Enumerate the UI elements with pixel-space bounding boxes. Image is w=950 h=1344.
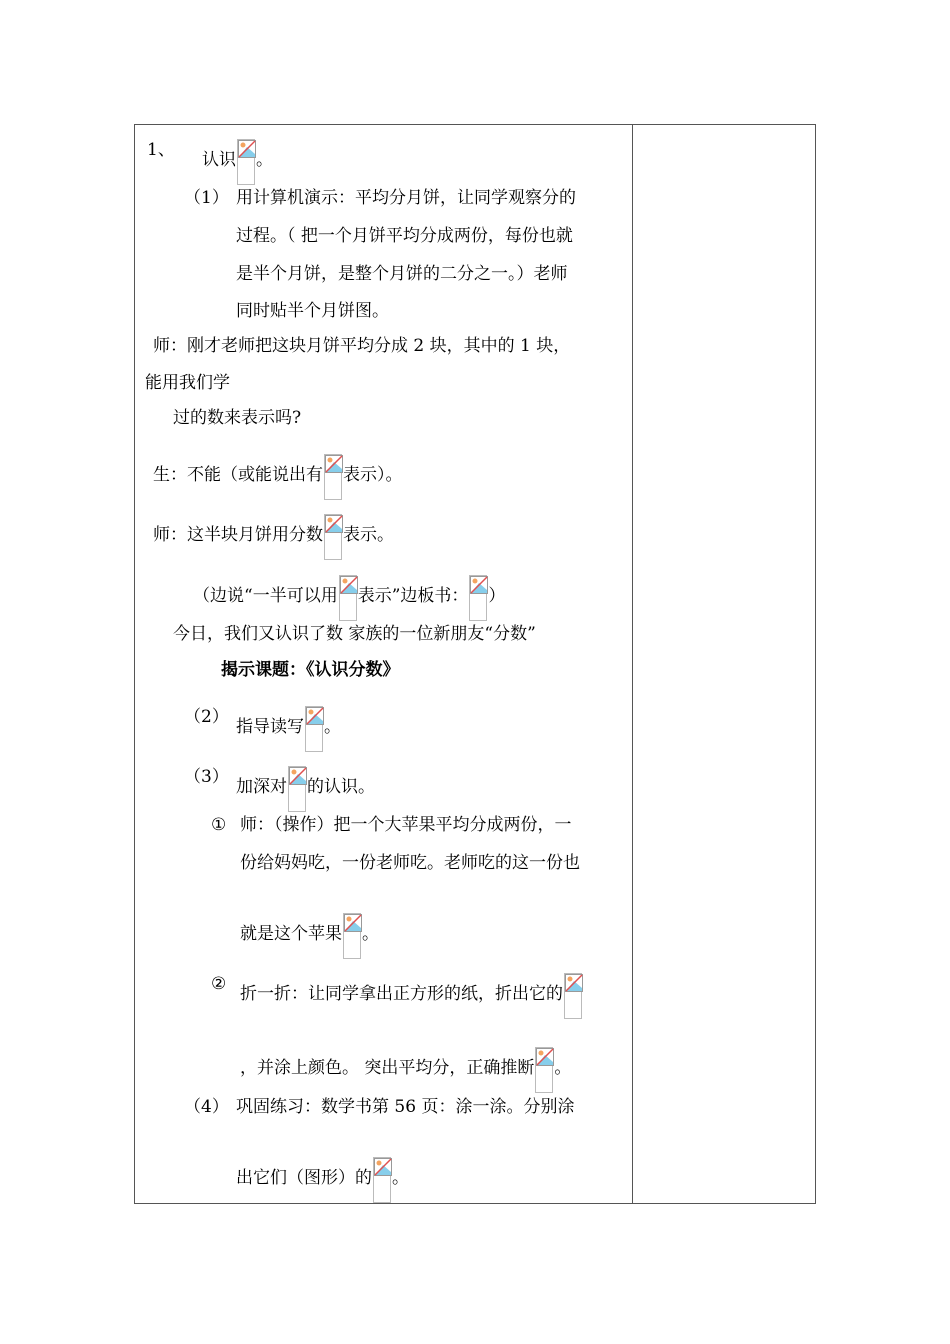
circle-2-a: 折一折：让同学拿出正方形的纸，折出它的: [240, 984, 563, 1004]
step-3-line: [236, 766, 375, 812]
fraction-image-icon: [343, 913, 361, 959]
fraction-image-icon: [469, 575, 487, 621]
fraction-image-icon: [324, 454, 342, 500]
step-2-line: [236, 706, 341, 752]
step-3-b: 的认识。: [307, 777, 375, 797]
step-4-line-b: [236, 1157, 409, 1203]
step-4-b: 出它们（图形）的: [236, 1168, 372, 1188]
circle-1-number: ①: [211, 815, 227, 835]
circle-2-end: 。: [554, 1058, 572, 1078]
fraction-image-icon: [324, 514, 342, 560]
teacher-statement-a: 师：这半块月饼用分数: [153, 525, 323, 545]
item-1-end: 。: [256, 150, 273, 170]
step-4-number: （4）: [184, 1097, 229, 1117]
lesson-topic: 揭示课题：《认识分数》: [221, 660, 400, 680]
step-2-text: 指导读写: [236, 717, 304, 737]
fraction-image-icon: [288, 766, 306, 812]
item-1-number: 1、: [147, 140, 175, 160]
circle-2-line-a: [240, 973, 583, 1019]
step-3-number: （3）: [184, 767, 229, 787]
teacher-question-c: 过的数来表示吗?: [173, 408, 302, 428]
teacher-question-b: 能用我们学: [145, 373, 230, 393]
board-note-c: ）: [488, 586, 506, 606]
circle-1-end: 。: [362, 924, 379, 944]
step-1-line-c: 是半个月饼，是整个月饼的二分之一。）老师: [236, 264, 568, 284]
circle-1-line-b: 份给妈妈吃，一份老师吃。老师吃的这一份也: [240, 853, 580, 873]
item-1-text: 认识: [202, 150, 236, 170]
fraction-image-icon: [237, 139, 255, 185]
step-3-a: 加深对: [236, 777, 287, 797]
fraction-image-icon: [339, 575, 357, 621]
board-note-a: （边说“一半可以用: [193, 586, 338, 606]
circle-2-b: ，并涂上颜色。 突出平均分，正确推断: [240, 1058, 535, 1078]
student-answer-a: 生：不能（或能说出有: [153, 465, 323, 485]
board-note: [193, 575, 505, 621]
step-2-number: （2）: [184, 707, 229, 727]
circle-1-line-a: 师：（操作）把一个大苹果平均分成两份，一: [240, 815, 572, 835]
step-1-line-a: 用计算机演示：平均分月饼，让同学观察分的: [236, 188, 576, 208]
teacher-statement-b: 表示。: [343, 525, 394, 545]
step-2-end: 。: [324, 717, 341, 737]
student-answer-b: 表示）。: [343, 465, 403, 485]
teacher-statement: [153, 514, 394, 560]
teacher-question-a: 师：刚才老师把这块月饼平均分成 2 块，其中的 1 块，: [153, 336, 571, 356]
fraction-image-icon: [535, 1047, 553, 1093]
circle-2-number: ②: [211, 974, 227, 994]
circle-1-c: 就是这个苹果: [240, 924, 342, 944]
board-note-b: 表示”边板书：: [357, 586, 469, 606]
step-4-line-a: 巩固练习：数学书第 56 页：涂一涂。分别涂: [236, 1097, 575, 1117]
circle-1-line-c: [240, 913, 379, 959]
column-divider: [632, 125, 633, 1203]
fraction-image-icon: [373, 1157, 391, 1203]
circle-2-line-b: [240, 1047, 571, 1093]
fraction-image-icon: [564, 973, 582, 1019]
today-line: 今日，我们又认识了数 家族的一位新朋友“分数”: [173, 624, 536, 644]
item-1-line: [202, 139, 273, 185]
step-1-line-b: 过程。（ 把一个月饼平均分成两份，每份也就: [236, 226, 573, 246]
step-1-number: （1）: [184, 188, 229, 208]
fraction-image-icon: [305, 706, 323, 752]
student-answer: [153, 454, 403, 500]
step-1-line-d: 同时贴半个月饼图。: [236, 301, 389, 321]
step-4-end: 。: [392, 1168, 409, 1188]
